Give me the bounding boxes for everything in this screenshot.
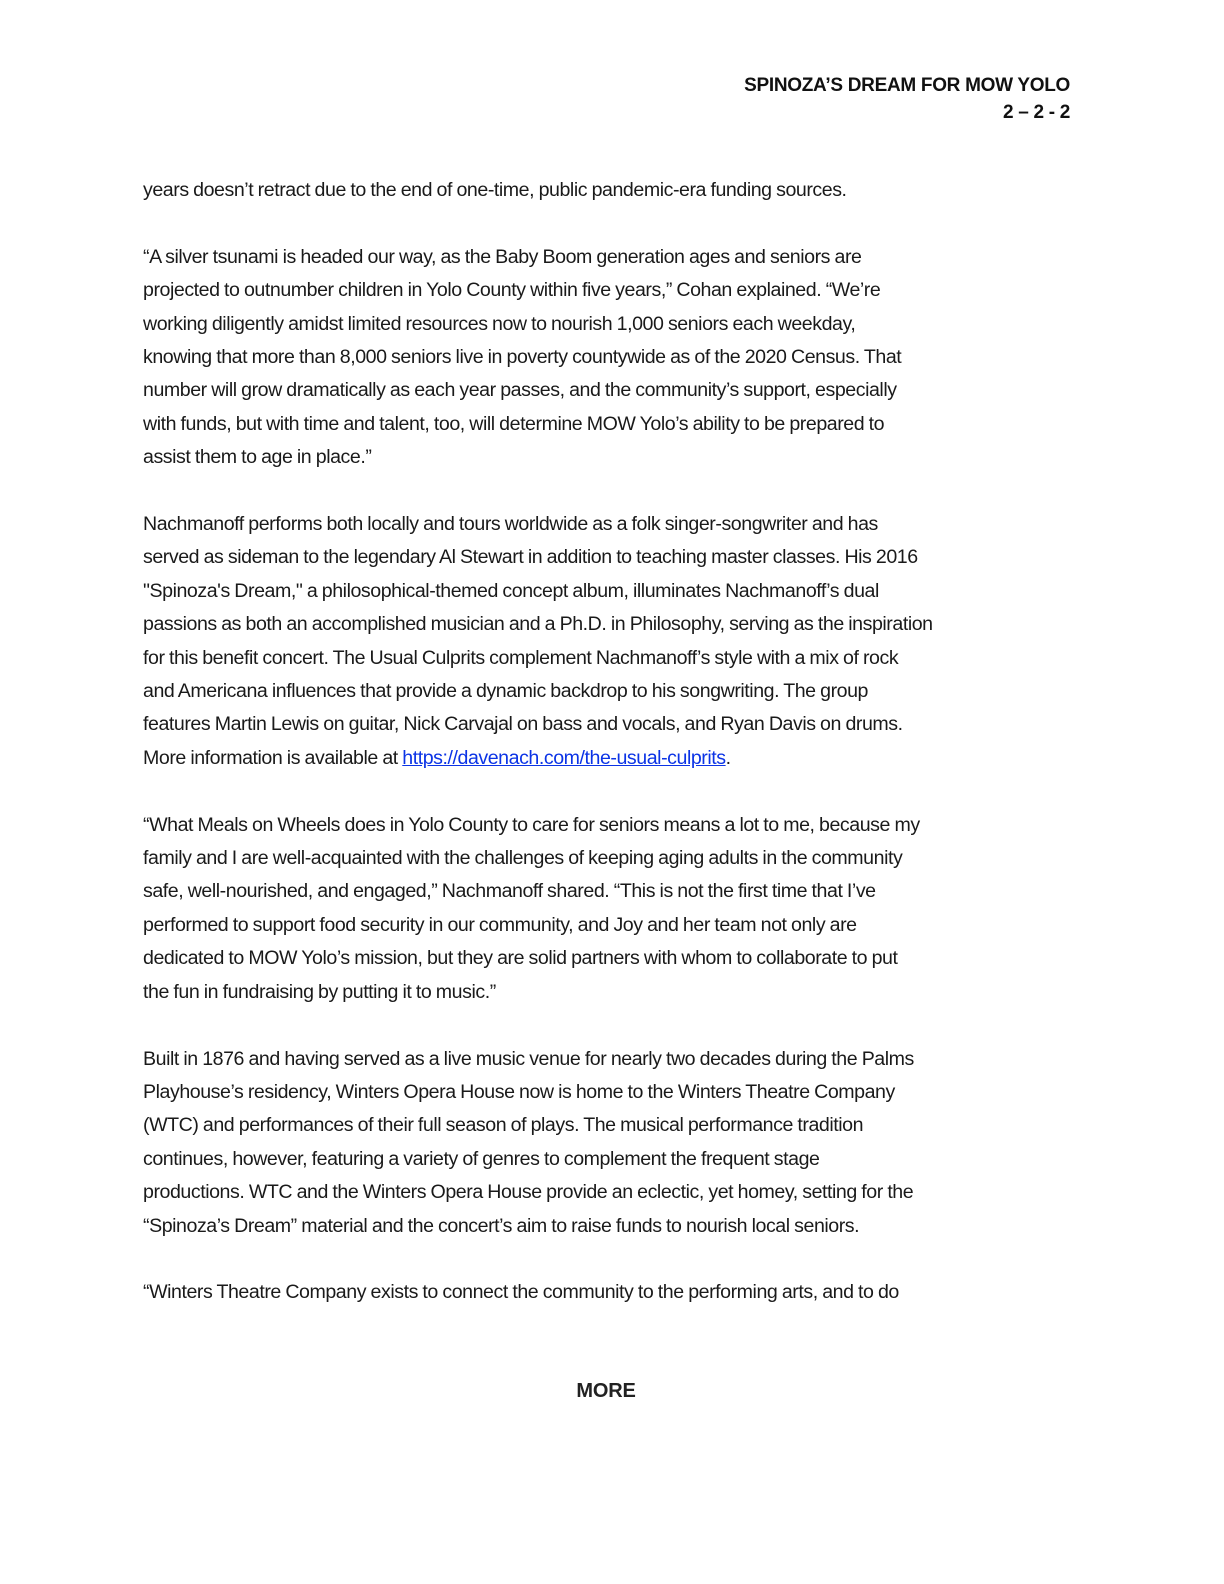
page-header xyxy=(744,72,1070,126)
document-body xyxy=(143,174,1083,1343)
continuation-marker: MORE xyxy=(576,1380,636,1402)
usual-culprits-link[interactable]: https://davenach.com/the-usual-culprits xyxy=(402,746,726,769)
text-line: “What Meals on Wheels does in Yolo County to care for seniors means a lot to me, because my xyxy=(143,813,920,836)
link-prefix: More information is available at xyxy=(143,746,403,769)
paragraph-funding-continuation xyxy=(143,174,1083,207)
text-line: passions as both an accomplished musician and a Ph.D. in Philosophy, serving as the inspiration xyxy=(143,613,933,636)
text-line: knowing that more than 8,000 seniors live in poverty countywide as of the 2020 Census. That xyxy=(143,346,902,369)
text-line: safe, well-nourished, and engaged,” Nachmanoff shared. “This is not the first time that I’ve xyxy=(143,880,876,903)
text-line: dedicated to MOW Yolo’s mission, but they are solid partners with whom to collaborate to put xyxy=(143,947,898,970)
text-line: Nachmanoff performs both locally and tours worldwide as a folk singer-songwriter and has xyxy=(143,513,878,536)
text-line: “A silver tsunami is headed our way, as the Baby Boom generation ages and seniors are xyxy=(143,245,862,268)
text-line: for this benefit concert. The Usual Culprits complement Nachmanoff’s style with a mix of rock xyxy=(143,646,899,669)
text-line: projected to outnumber children in Yolo County within five years,” Cohan explained. “We’re xyxy=(143,279,881,302)
text-line: assist them to age in place.” xyxy=(143,446,372,469)
page-marker: 2 – 2 - 2 xyxy=(1002,102,1070,123)
text-line: Built in 1876 and having served as a live music venue for nearly two decades during the Palms xyxy=(143,1047,914,1070)
paragraph-opera-house xyxy=(143,1043,1083,1243)
text-line: number will grow dramatically as each year passes, and the community’s support, especially xyxy=(143,379,897,402)
text-line: “Winters Theatre Company exists to connect the community to the performing arts, and to do xyxy=(143,1281,899,1304)
text-line: continues, however, featuring a variety of genres to complement the frequent stage xyxy=(143,1147,820,1170)
paragraph-wtc-quote xyxy=(143,1276,1083,1309)
text-line: "Spinoza's Dream," a philosophical-themed concept album, illuminates Nachmanoff’s dual xyxy=(143,579,879,602)
text-line: served as sideman to the legendary Al Stewart in addition to teaching master classes. His 2016 xyxy=(143,546,918,569)
text-line: family and I are well-acquainted with the challenges of keeping aging adults in the community xyxy=(143,847,903,870)
paragraph-nachmanoff-quote xyxy=(143,809,1083,1009)
text-line: performed to support food security in our community, and Joy and her team not only are xyxy=(143,913,857,936)
header-title: SPINOZA’S DREAM FOR MOW YOLO xyxy=(744,75,1070,96)
text-line: and Americana influences that provide a dynamic backdrop to his songwriting. The group xyxy=(143,680,868,703)
text-line-with-link xyxy=(143,742,1083,775)
paragraph-nachmanoff-bio xyxy=(143,508,1083,775)
text-line: productions. WTC and the Winters Opera House provide an eclectic, yet homey, setting for the xyxy=(143,1181,914,1204)
text-line: years doesn’t retract due to the end of one-time, public pandemic-era funding sources. xyxy=(143,179,847,201)
paragraph-cohan-quote xyxy=(143,241,1083,475)
text-line: with funds, but with time and talent, too, will determine MOW Yolo’s ability to be prepared to xyxy=(143,412,885,435)
text-line: “Spinoza’s Dream” material and the concert’s aim to raise funds to nourish local seniors. xyxy=(143,1214,860,1237)
link-suffix: . xyxy=(725,746,731,769)
text-line: (WTC) and performances of their full season of plays. The musical performance tradition xyxy=(143,1114,864,1137)
text-line: working diligently amidst limited resources now to nourish 1,000 seniors each weekday, xyxy=(143,312,856,335)
text-line: features Martin Lewis on guitar, Nick Carvajal on bass and vocals, and Ryan Davis on drums. xyxy=(143,713,903,736)
text-line: the fun in fundraising by putting it to music.” xyxy=(143,980,496,1003)
text-line: Playhouse’s residency, Winters Opera House now is home to the Winters Theatre Company xyxy=(143,1080,895,1103)
